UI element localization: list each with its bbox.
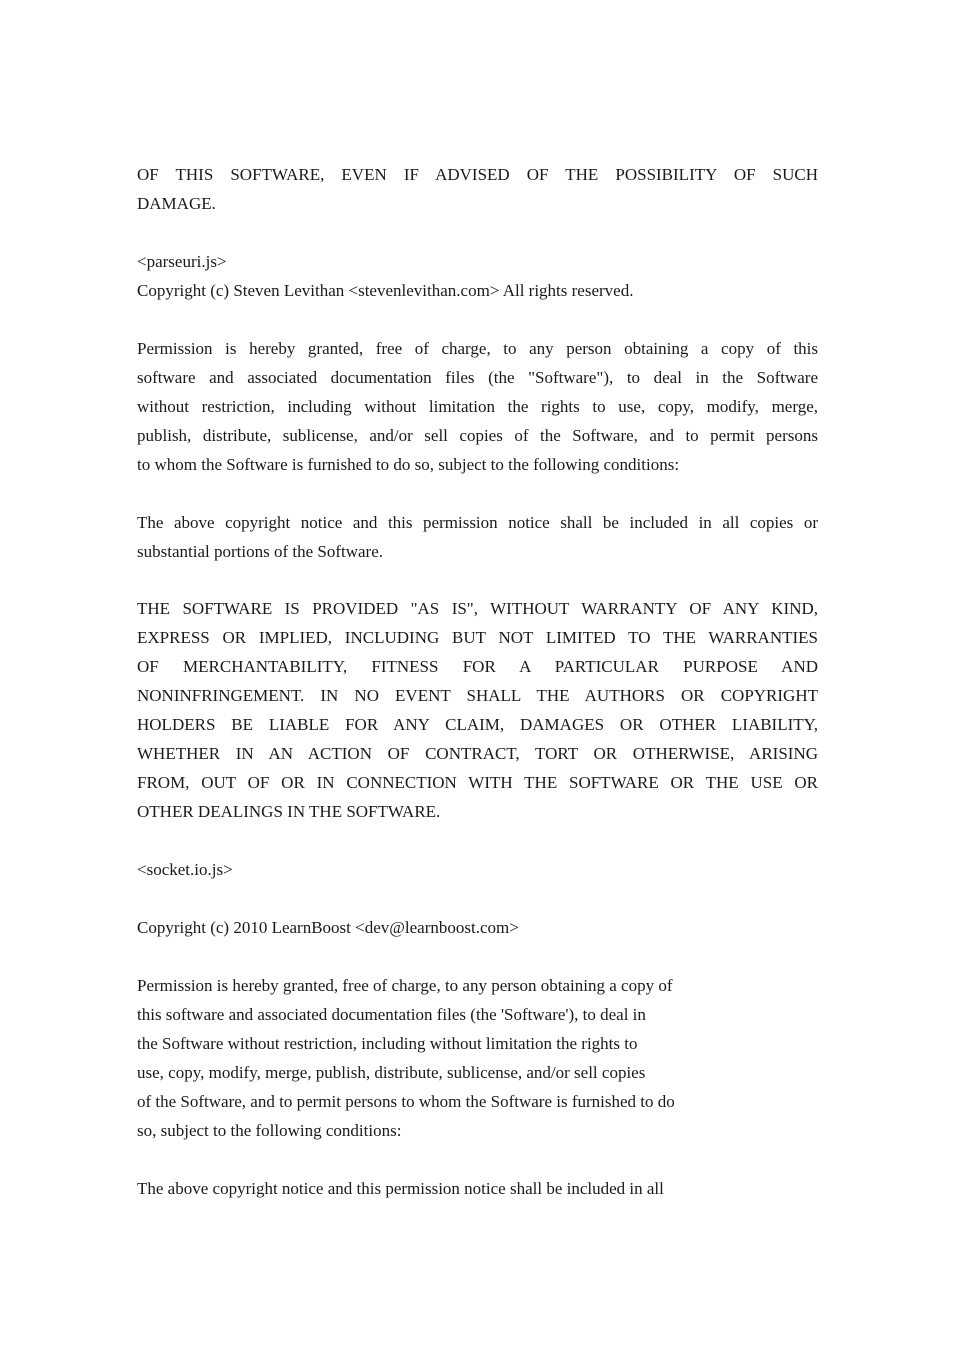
text-line: The above copyright notice and this permission notice shall be included in all copies or xyxy=(137,513,818,532)
parseuri-notice-paragraph xyxy=(137,508,818,566)
text-line: EXPRESS OR IMPLIED, INCLUDING BUT NOT LIMITED TO THE WARRANTIES xyxy=(137,628,818,647)
text-line: of the Software, and to permit persons to whom the Software is furnished to do xyxy=(137,1092,675,1111)
socketio-permission-paragraph xyxy=(137,971,818,1145)
socketio-copyright: Copyright (c) 2010 LearnBoost <dev@learnboost.com> xyxy=(137,918,519,937)
paragraph-gap xyxy=(137,479,818,508)
text-line: OF MERCHANTABILITY, FITNESS FOR A PARTICULAR PURPOSE AND xyxy=(137,657,818,676)
text-line: without restriction, including without limitation the rights to use, copy, modify, merge, xyxy=(137,397,818,416)
text-line: THE SOFTWARE IS PROVIDED "AS IS", WITHOUT WARRANTY OF ANY KIND, xyxy=(137,599,818,618)
text-line: so, subject to the following conditions: xyxy=(137,1121,402,1140)
text-line: use, copy, modify, merge, publish, distribute, sublicense, and/or sell copies xyxy=(137,1063,646,1082)
socketio-notice-paragraph xyxy=(137,1174,818,1203)
parseuri-permission-paragraph xyxy=(137,334,818,479)
text-line: publish, distribute, sublicense, and/or sell copies of the Software, and to permit persons xyxy=(137,426,818,445)
text-line: FROM, OUT OF OR IN CONNECTION WITH THE SOFTWARE OR THE USE OR xyxy=(137,773,818,792)
text-line: the Software without restriction, including without limitation the rights to xyxy=(137,1034,638,1053)
paragraph-gap xyxy=(137,1145,818,1174)
text-line: substantial portions of the Software. xyxy=(137,542,383,561)
paragraph-gap xyxy=(137,884,818,913)
socketio-filename: <socket.io.js> xyxy=(137,860,233,879)
paragraph-gap xyxy=(137,826,818,855)
paragraph-gap xyxy=(137,942,818,971)
parseuri-warranty-paragraph xyxy=(137,594,818,826)
text-line: NONINFRINGEMENT. IN NO EVENT SHALL THE AUTHORS OR COPYRIGHT xyxy=(137,686,818,705)
text-line: The above copyright notice and this permission notice shall be included in all xyxy=(137,1179,664,1198)
paragraph-gap xyxy=(137,566,818,594)
text-line: software and associated documentation files (the "Software"), to deal in the Software xyxy=(137,368,818,387)
license-document xyxy=(137,160,818,1203)
text-line: Permission is hereby granted, free of charge, to any person obtaining a copy of this xyxy=(137,339,818,358)
text-line: this software and associated documentation files (the 'Software'), to deal in xyxy=(137,1005,646,1024)
text-line: Permission is hereby granted, free of charge, to any person obtaining a copy of xyxy=(137,976,673,995)
text-line: to whom the Software is furnished to do so, subject to the following conditions: xyxy=(137,455,680,474)
paragraph-gap xyxy=(137,305,818,334)
paragraph-gap xyxy=(137,218,818,247)
text-line: HOLDERS BE LIABLE FOR ANY CLAIM, DAMAGES OR OTHER LIABILITY, xyxy=(137,715,818,734)
parseuri-copyright: Copyright (c) Steven Levithan <stevenlevithan.com> All rights reserved. xyxy=(137,281,634,300)
parseuri-filename: <parseuri.js> xyxy=(137,252,227,271)
text-line: DAMAGE. xyxy=(137,194,216,213)
text-line: OTHER DEALINGS IN THE SOFTWARE. xyxy=(137,802,441,821)
text-line: WHETHER IN AN ACTION OF CONTRACT, TORT OR OTHERWISE, ARISING xyxy=(137,744,818,763)
text-line: OF THIS SOFTWARE, EVEN IF ADVISED OF THE POSSIBILITY OF SUCH xyxy=(137,165,818,184)
